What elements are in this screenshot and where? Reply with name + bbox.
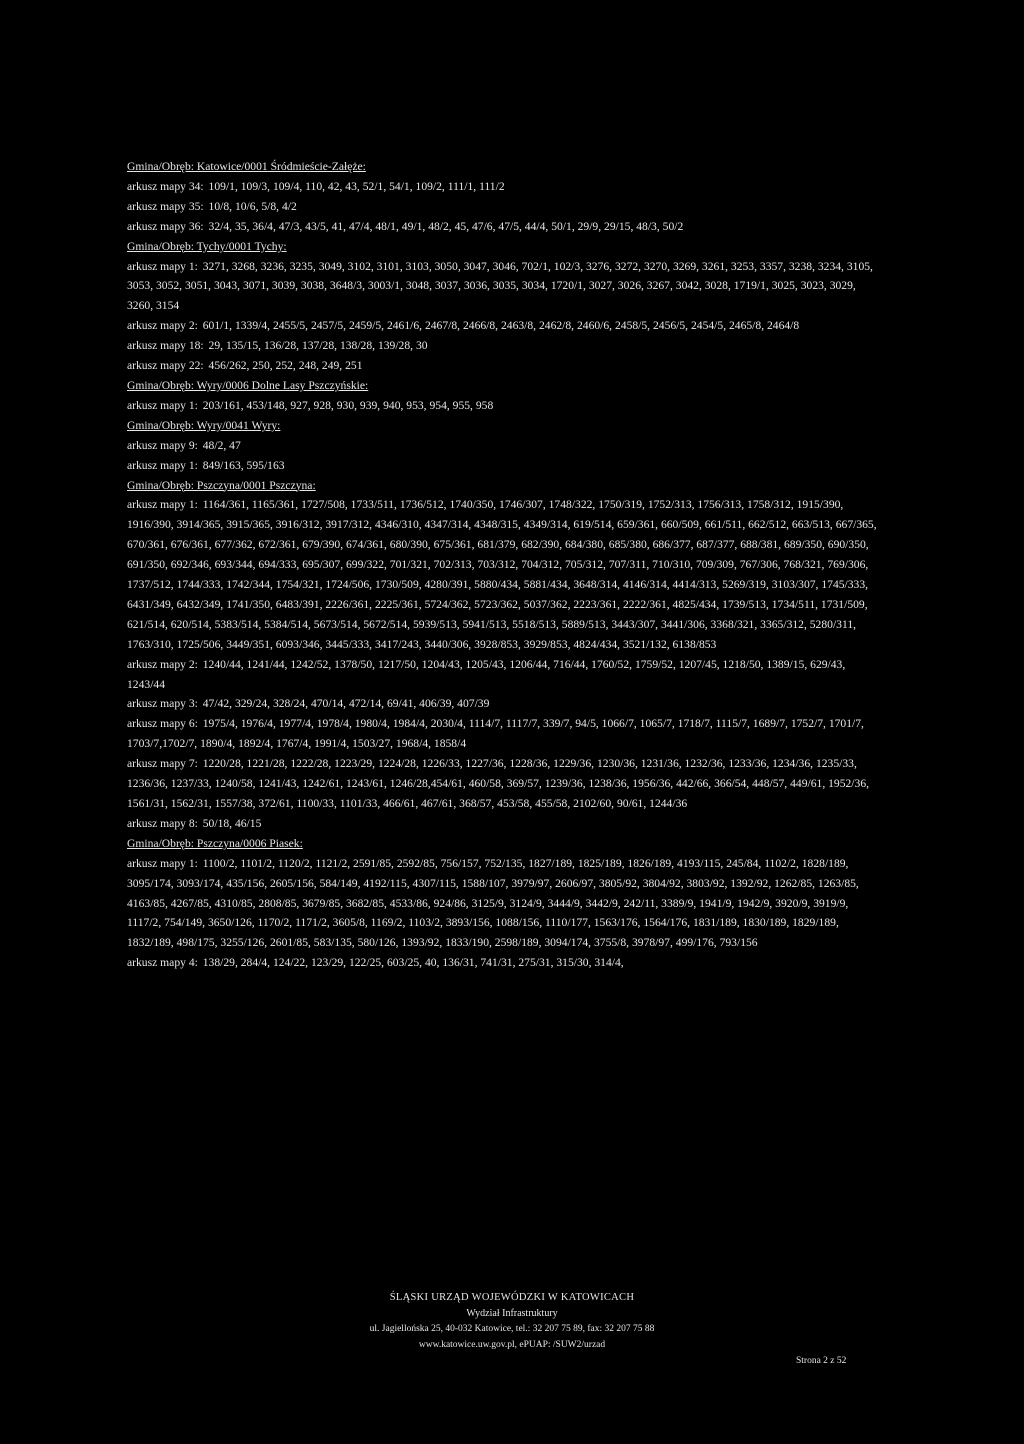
map-sheet-label: arkusz mapy 2: [127,319,198,333]
map-sheet-row [127,217,879,237]
map-sheet-label: arkusz mapy 7: [127,757,198,771]
map-sheet-row [127,396,879,416]
footer-department: Wydział Infrastruktury [466,1308,558,1319]
section-heading: Gmina/Obręb: Wyry/0041 Wyry: [127,418,281,432]
map-sheet-label: arkusz mapy 36: [127,219,204,233]
map-sheet-row [127,177,879,197]
map-sheet-label: arkusz mapy 1: [127,398,198,412]
footer-office: ŚLĄSKI URZĄD WOJEWÓDZKI W KATOWICACH [389,1292,635,1303]
parcel-numbers: 50/18, 46/15 [202,816,262,830]
parcel-numbers: 203/161, 453/148, 927, 928, 930, 939, 940, 953, 954, 955, 958 [202,398,494,412]
parcel-numbers: 47/42, 329/24, 328/24, 470/14, 472/14, 69/41, 406/39, 407/39 [202,697,490,711]
parcel-numbers: 3271, 3268, 3236, 3235, 3049, 3102, 3101, 3103, 3050, 3047, 3046, 702/1, 102/3, 3276, 3272, 3270, 3269, 3261, 3253, 3357, 3238, 3234, 3105, 3053, 3052, 3051, 3043, 3071, 3039, 3038, 3648/3, 3003/1, 3048, 3037, 3036, 3035, 3034, 1720/1, 3027, 3026, 3267, 3042, 3028, 1719/1, 3025, 3023, 3029, 3260, 3154 [127,259,873,313]
parcel-numbers: 138/29, 284/4, 124/22, 123/29, 122/25, 603/25, 40, 136/31, 741/31, 275/31, 315/30, 314/4, [202,956,624,970]
map-sheet-row [127,197,879,217]
section-heading: Gmina/Obręb: Wyry/0006 Dolne Lasy Pszczyńskie: [127,378,369,392]
footer-address: ul. Jagiellońska 25, 40-032 Katowice, tel.: 32 207 75 89, fax: 32 207 75 88 [369,1324,655,1334]
map-sheet-label: arkusz mapy 1: [127,458,198,472]
parcel-numbers: 1240/44, 1241/44, 1242/52, 1378/50, 1217/50, 1204/43, 1205/43, 1206/44, 716/44, 1760/52, 1759/52, 1207/45, 1218/50, 1389/15, 629/43, 1243/44 [127,657,846,691]
map-sheet-label: arkusz mapy 1: [127,498,198,512]
parcel-numbers: 32/4, 35, 36/4, 47/3, 43/5, 41, 47/4, 48/1, 49/1, 48/2, 45, 47/6, 47/5, 44/4, 50/1, 29/9, 29/15, 48/3, 50/2 [208,219,684,233]
parcel-numbers: 601/1, 1339/4, 2455/5, 2457/5, 2459/5, 2461/6, 2467/8, 2466/8, 2463/8, 2462/8, 2460/6, 2458/5, 2456/5, 2454/5, 2465/8, 2464/8 [202,319,800,333]
map-sheet-label: arkusz mapy 1: [127,856,198,870]
map-sheet-row [127,257,879,317]
map-sheet-label: arkusz mapy 2: [127,657,198,671]
map-sheet-label: arkusz mapy 3: [127,697,198,711]
map-sheet-row [127,854,879,954]
parcel-numbers: 1975/4, 1976/4, 1977/4, 1978/4, 1980/4, 1984/4, 2030/4, 1114/7, 1117/7, 339/7, 94/5, 1066/7, 1065/7, 1718/7, 1115/7, 1689/7, 1752/7, 1701/7, 1703/7,1702/7, 1890/4, 1892/4, 1767/4, 1991/4, 1503/27, 1968/4, 1858/4 [127,717,864,751]
parcel-numbers: 10/8, 10/6, 5/8, 4/2 [208,199,297,213]
map-sheet-row [127,655,879,695]
map-sheet-row [127,714,879,754]
map-sheet-row [127,356,879,376]
map-sheet-label: arkusz mapy 18: [127,339,204,353]
map-sheet-row [127,316,879,336]
map-sheet-row [127,754,879,814]
parcel-numbers: 1220/28, 1221/28, 1222/28, 1223/29, 1224/28, 1226/33, 1227/36, 1228/36, 1229/36, 1230/36, 1231/36, 1232/36, 1233/36, 1234/36, 1235/33, 1236/36, 1237/33, 1240/58, 1241/43, 1242/61, 1243/61, 1246/28,454/61, 460/58, 369/57, 1239/36, 1238/36, 1956/36, 442/66, 366/54, 448/57, 449/61, 1952/36, 1561/31, 1562/31, 1557/38, 372/61, 1100/33, 1101/33, 466/61, 467/61, 368/57, 453/58, 455/58, 2102/60, 90/61, 1244/36 [127,757,870,810]
map-sheet-row [127,436,879,456]
map-sheet-label: arkusz mapy 4: [127,956,198,970]
map-sheet-row [127,456,879,476]
page-number: Strona 2 z 52 [796,1356,847,1366]
map-sheet-row [127,953,879,973]
parcel-numbers: 48/2, 47 [202,438,241,452]
parcel-numbers: 1164/361, 1165/361, 1727/508, 1733/511, 1736/512, 1740/350, 1746/307, 1748/322, 1750/319, 1752/313, 1756/313, 1758/312, 1915/390, 1916/390, 3914/365, 3915/365, 3916/312, 3917/312, 4346/310, 4347/314, 4348/315, 4349/314, 619/514, 659/361, 660/509, 661/511, 662/512, 663/513, 667/365, 670/361, 676/361, 677/362, 672/361, 679/390, 674/361, 680/390, 675/361, 681/379, 682/390, 684/380, 685/380, 686/377, 687/377, 688/381, 689/350, 690/350, 691/350, 692/346, 693/344, 694/333, 695/307, 699/322, 701/321, 702/313, 703/312, 704/312, 705/312, 707/311, 710/310, 709/309, 767/306, 768/321, 769/306, 1737/512, 1744/333, 1742/344, 1754/321, 1724/506, 1730/509, 4280/391, 5880/434, 5881/434, 3648/314, 4146/314, 4414/313, 5269/319, 3103/307, 1745/333, 6431/349, 6432/349, 1741/350, 6483/391, 2226/361, 2225/361, 5724/362, 5723/362, 5037/362, 2223/361, 2222/361, 4825/434, 1739/513, 1734/511, 1731/509, 621/514, 620/514, 5383/514, 5384/514, 5673/514, 5672/514, 5939/513, 5941/513, 5518/513, 5889/513, 3443/307, 3441/306, 3368/321, 3365/312, 5280/311, 1763/310, 1725/506, 3449/351, 6093/346, 3445/333, 3417/243, 3440/306, 3928/853, 3929/853, 4824/434, 3521/132, 6138/853 [127,498,877,651]
map-sheet-label: arkusz mapy 35: [127,199,204,213]
section-heading: Gmina/Obręb: Pszczyna/0006 Piasek: [127,836,303,850]
parcel-numbers: 849/163, 595/163 [202,458,285,472]
section-heading: Gmina/Obręb: Pszczyna/0001 Pszczyna: [127,478,316,492]
parcel-list [127,157,879,973]
section-heading: Gmina/Obręb: Tychy/0001 Tychy: [127,239,287,253]
parcel-numbers: 109/1, 109/3, 109/4, 110, 42, 43, 52/1, 54/1, 109/2, 111/1, 111/2 [208,179,505,193]
map-sheet-label: arkusz mapy 9: [127,438,198,452]
parcel-numbers: 29, 135/15, 136/28, 137/28, 138/28, 139/28, 30 [208,339,428,353]
map-sheet-label: arkusz mapy 8: [127,816,198,830]
map-sheet-row [127,495,879,654]
parcel-numbers: 1100/2, 1101/2, 1120/2, 1121/2, 2591/85, 2592/85, 756/157, 752/135, 1827/189, 1825/189, 1826/189, 4193/115, 245/84, 1102/2, 1828/189, 3095/174, 3093/174, 435/156, 2605/156, 584/149, 4192/115, 4307/115, 1588/107, 3979/97, 2606/97, 3805/92, 3804/92, 3803/92, 1392/92, 1262/85, 1263/85, 4163/85, 4267/85, 4310/85, 2808/85, 3679/85, 3682/85, 4533/86, 924/86, 3125/9, 3124/9, 3444/9, 3442/9, 242/11, 3389/9, 1941/9, 1942/9, 3920/9, 3919/9, 1117/2, 754/149, 3650/126, 1170/2, 1171/2, 3605/8, 1169/2, 1103/2, 3893/156, 1088/156, 1110/177, 1563/176, 1564/176, 1831/189, 1830/189, 1829/189, 1832/189, 498/175, 3255/126, 2601/85, 583/135, 580/126, 1393/92, 1833/190, 2598/189, 3094/174, 3755/8, 3978/97, 499/176, 793/156 [127,856,859,950]
section-heading: Gmina/Obręb: Katowice/0001 Śródmieście-Załęże: [127,160,366,173]
map-sheet-row [127,814,879,834]
map-sheet-label: arkusz mapy 34: [127,179,204,193]
footer-web: www.katowice.uw.gov.pl, ePUAP: /SUW2/urzad [418,1340,606,1350]
map-sheet-label: arkusz mapy 6: [127,717,198,731]
map-sheet-row [127,336,879,356]
map-sheet-row [127,694,879,714]
parcel-numbers: 456/262, 250, 252, 248, 249, 251 [208,359,363,373]
map-sheet-label: arkusz mapy 22: [127,359,204,373]
map-sheet-label: arkusz mapy 1: [127,259,198,273]
